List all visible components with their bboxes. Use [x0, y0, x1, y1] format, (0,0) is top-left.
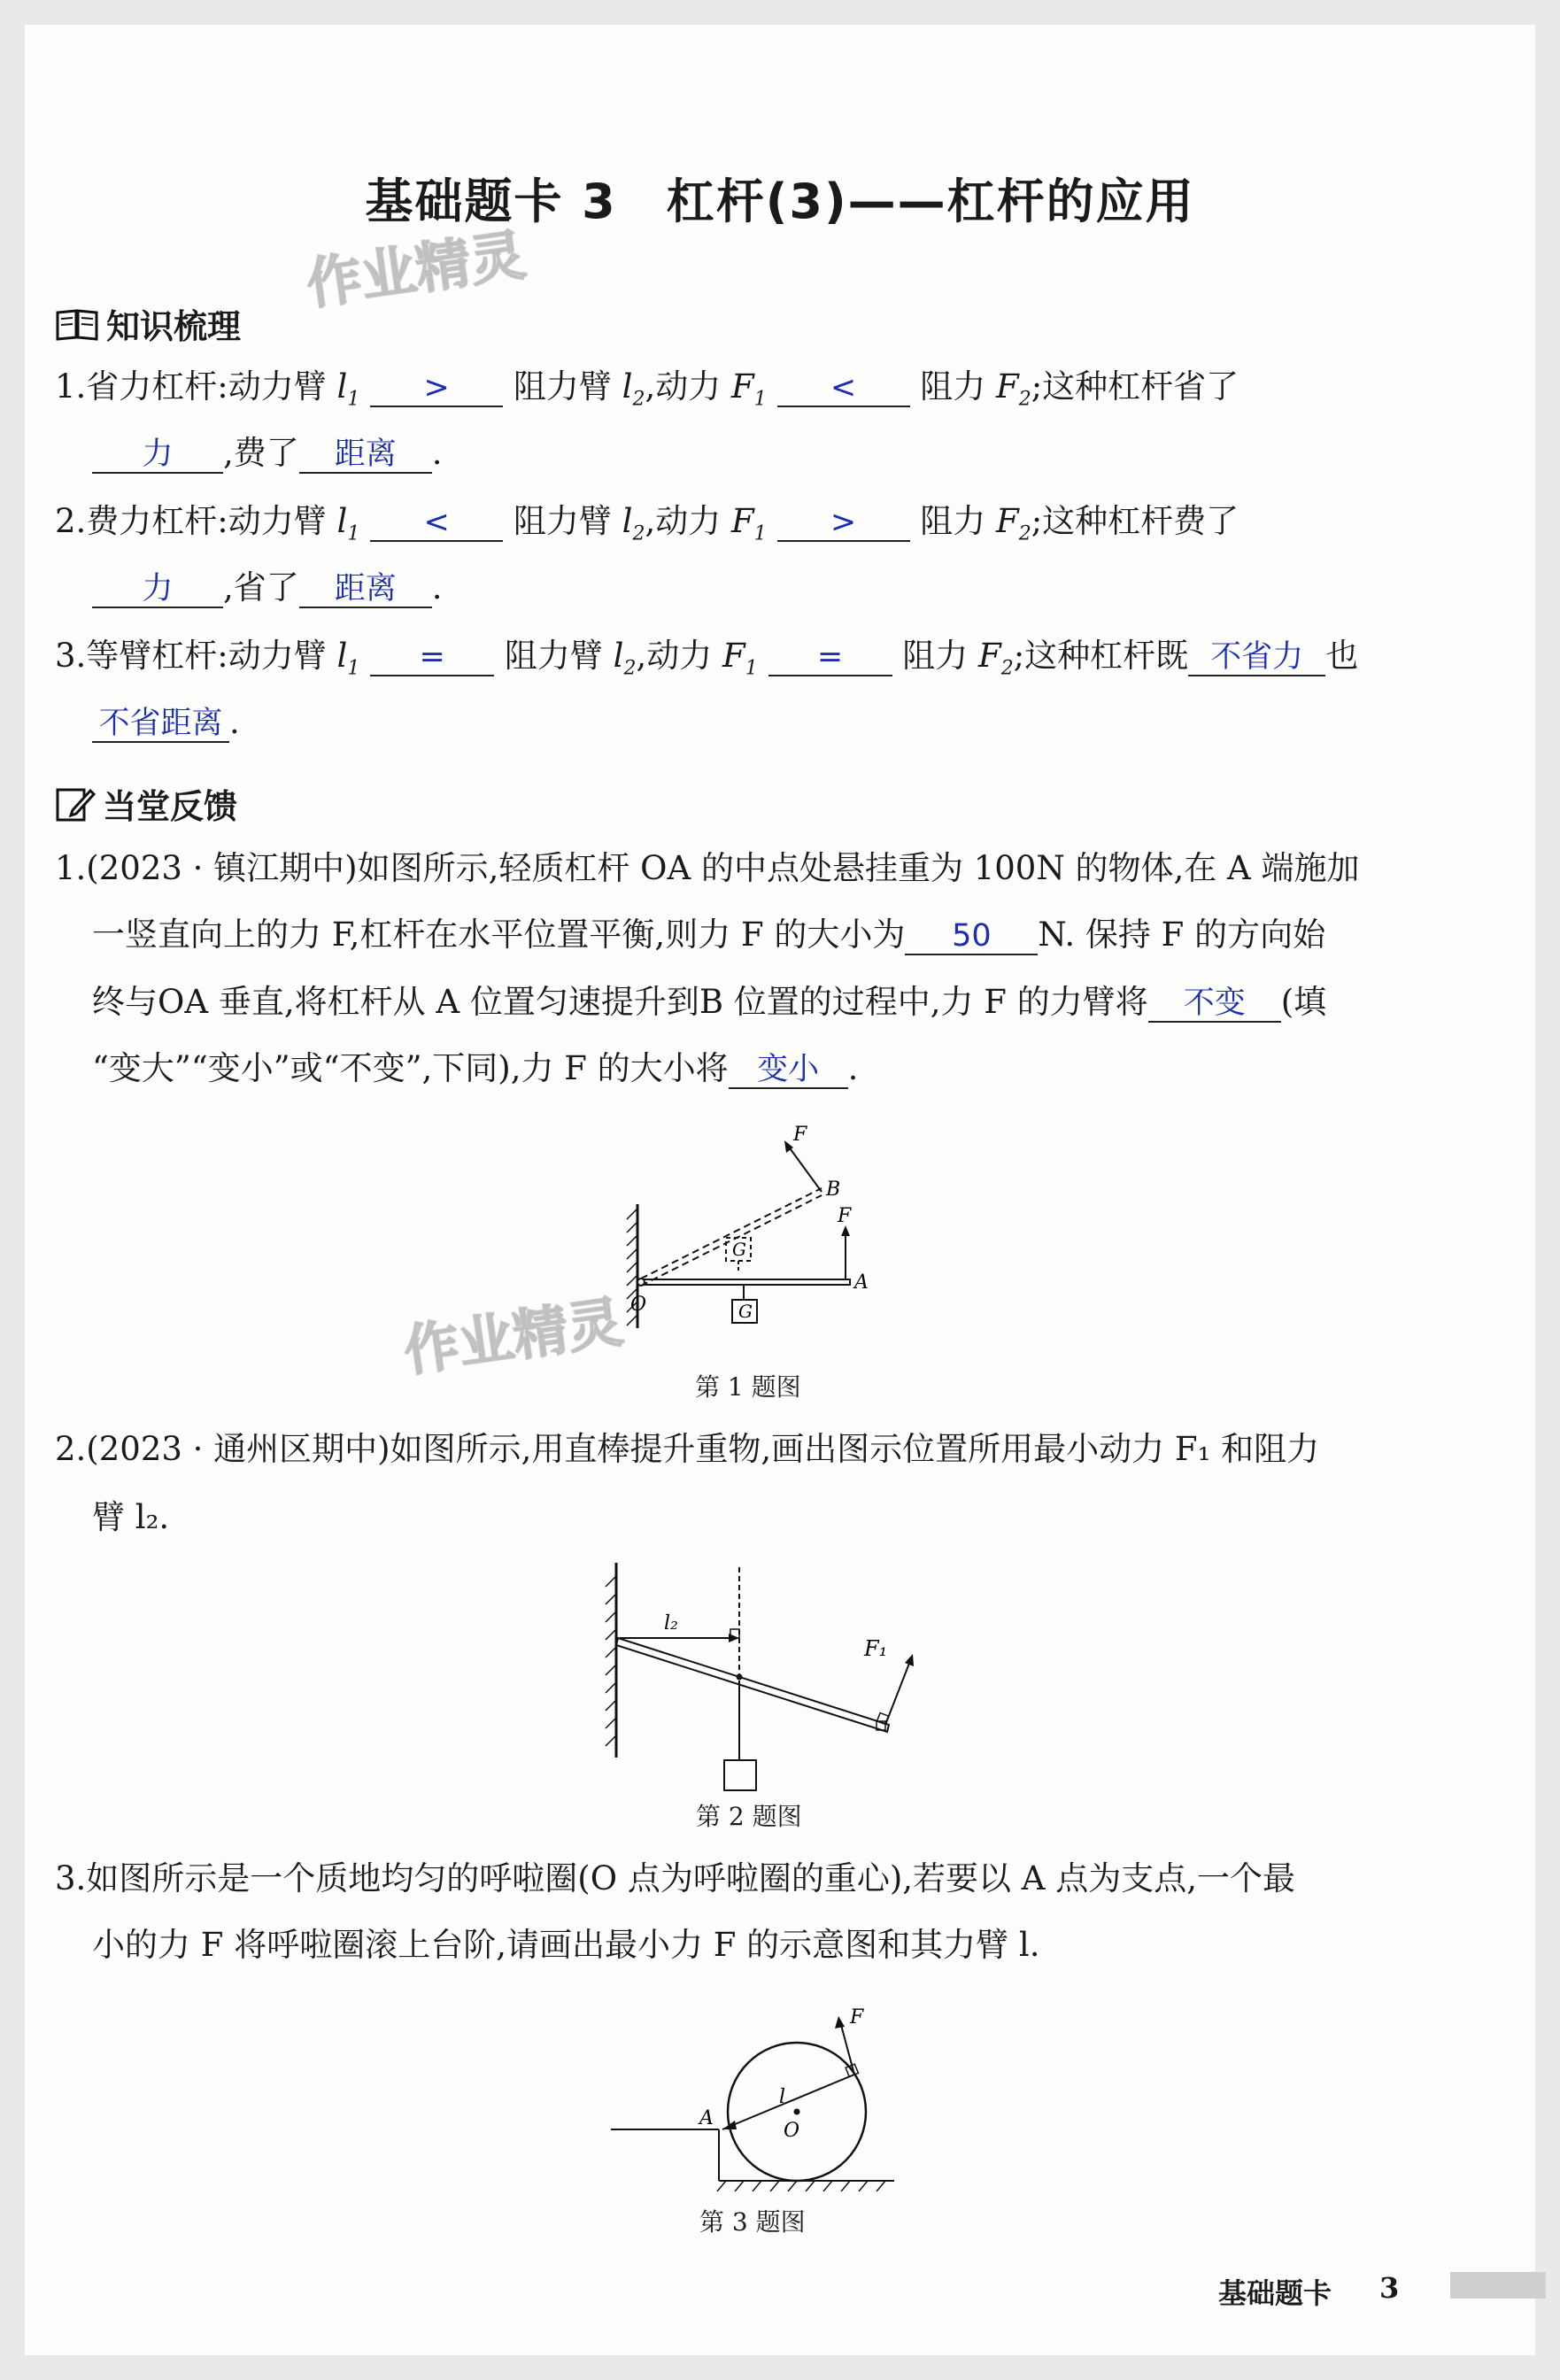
- figure-1-caption: 第 1 题图: [695, 1372, 801, 1402]
- knowledge-item-1-line-1: 1.省力杠杆:动力臂 $l_1$ > 阻力臂 $l_2$,动力 $F_1$ < 阻力 $F_2$;这种杠杆省了: [55, 367, 1240, 411]
- q1-line-2: 一竖直向上的力 F,杠杆在水平位置平衡,则力 F 的大小为 50 N. 保持 F 的方向始: [92, 916, 1326, 954]
- label-A: A: [854, 1271, 869, 1294]
- knowledge-item-3-line-2: 不省距离 .: [92, 706, 240, 743]
- label-F1: F₁: [864, 1636, 888, 1661]
- watermark: 作业精灵: [399, 1289, 627, 1384]
- label-O: O: [630, 1294, 647, 1316]
- feedback-heading-text: 当堂反馈: [103, 787, 238, 826]
- label-F: F: [850, 2006, 864, 2028]
- watermark: 作业精灵: [302, 222, 529, 317]
- q2-line-1: 2.(2023 · 通州区期中)如图所示,用直棒提升重物,画出图示位置所用最小动力 F₁ 和阻力: [55, 1430, 1320, 1468]
- answer-blank: <: [777, 373, 910, 407]
- answer-blank: 距离: [299, 574, 432, 608]
- footer-label: 基础题卡: [1218, 2276, 1332, 2310]
- page-title: 基础题卡 3 杠杆(3)——杠杆的应用: [365, 174, 1195, 229]
- figure-2-caption: 第 2 题图: [696, 1802, 802, 1831]
- q2-line-2: 臂 l₂.: [92, 1498, 170, 1536]
- answer-blank: >: [777, 507, 910, 542]
- answer-blank: 不省力: [1188, 642, 1325, 676]
- knowledge-heading-text: 知识梳理: [106, 307, 242, 346]
- label-G: G: [738, 1301, 753, 1322]
- knowledge-item-2-line-2: 力 ,省了 距离 .: [92, 571, 443, 608]
- figure-3: [602, 1988, 912, 2200]
- lever: [639, 1279, 850, 1285]
- knowledge-item-2-line-1: 2.费力杠杆:动力臂 $l_1$ < 阻力臂 $l_2$,动力 $F_1$ > 阻力 $F_2$;这种杠杆费了: [55, 502, 1240, 545]
- label-A: A: [699, 2107, 714, 2129]
- label-l: l: [779, 2086, 786, 2108]
- q1-line-3: 终与OA 垂直,将杠杆从 A 位置匀速提升到B 位置的过程中,力 F 的力臂将 不变 (填: [92, 983, 1327, 1021]
- answer-blank: =: [768, 642, 892, 676]
- feedback-heading: [55, 779, 237, 828]
- q3-line-2: 小的力 F 将呼啦圈滚上台阶,请画出最小力 F 的示意图和其力臂 l.: [92, 1926, 1040, 1964]
- q1-line-4: “变大”“变小”或“不变”,下同),力 F 的大小将 变小 .: [92, 1049, 859, 1087]
- footer-bar: [1450, 2272, 1546, 2299]
- label-G: G: [732, 1239, 746, 1260]
- center-point: [794, 2109, 800, 2115]
- figure-2: [593, 1558, 921, 1797]
- answer-blank: 距离: [299, 439, 432, 474]
- knowledge-heading: [55, 299, 241, 348]
- knowledge-item-1-line-2: 力 ,费了 距离 .: [92, 437, 443, 474]
- page-number: 3: [1379, 2271, 1400, 2305]
- q3-line-1: 3.如图所示是一个质地均匀的呼啦圈(O 点为呼啦圈的重心),若要以 A 点为支点,一个最: [55, 1859, 1296, 1897]
- answer-blank: >: [370, 373, 503, 407]
- figure-3-caption: 第 3 题图: [699, 2207, 806, 2237]
- label-F: F: [838, 1205, 852, 1227]
- label-O: O: [784, 2120, 800, 2142]
- label-l2: l₂: [664, 1612, 678, 1634]
- rod: [616, 1638, 889, 1732]
- answer-blank: <: [370, 507, 503, 542]
- figure-1: [611, 1107, 894, 1346]
- answer-blank: 变小: [729, 1055, 848, 1089]
- label-B: B: [826, 1178, 841, 1201]
- answer-blank: 力: [92, 574, 223, 608]
- answer-blank: 不变: [1148, 988, 1281, 1023]
- label-F: F: [793, 1124, 807, 1146]
- knowledge-item-3-line-1: 3.等臂杠杆:动力臂 $l_1$ = 阻力臂 $l_2$,动力 $F_1$ = 阻力 $F_2$;这种杠杆既 不省力 也: [55, 637, 1359, 680]
- answer-blank: 力: [92, 439, 223, 474]
- pencil-note-icon: [55, 785, 96, 823]
- answer-blank: =: [370, 642, 494, 676]
- answer-blank: 不省距离: [92, 708, 229, 743]
- book-icon: [55, 307, 99, 341]
- q1-line-1: 1.(2023 · 镇江期中)如图所示,轻质杠杆 OA 的中点处悬挂重为 100N 的物体,在 A 端施加: [55, 849, 1360, 887]
- answer-blank: 50: [905, 921, 1038, 955]
- weight: [724, 1760, 756, 1790]
